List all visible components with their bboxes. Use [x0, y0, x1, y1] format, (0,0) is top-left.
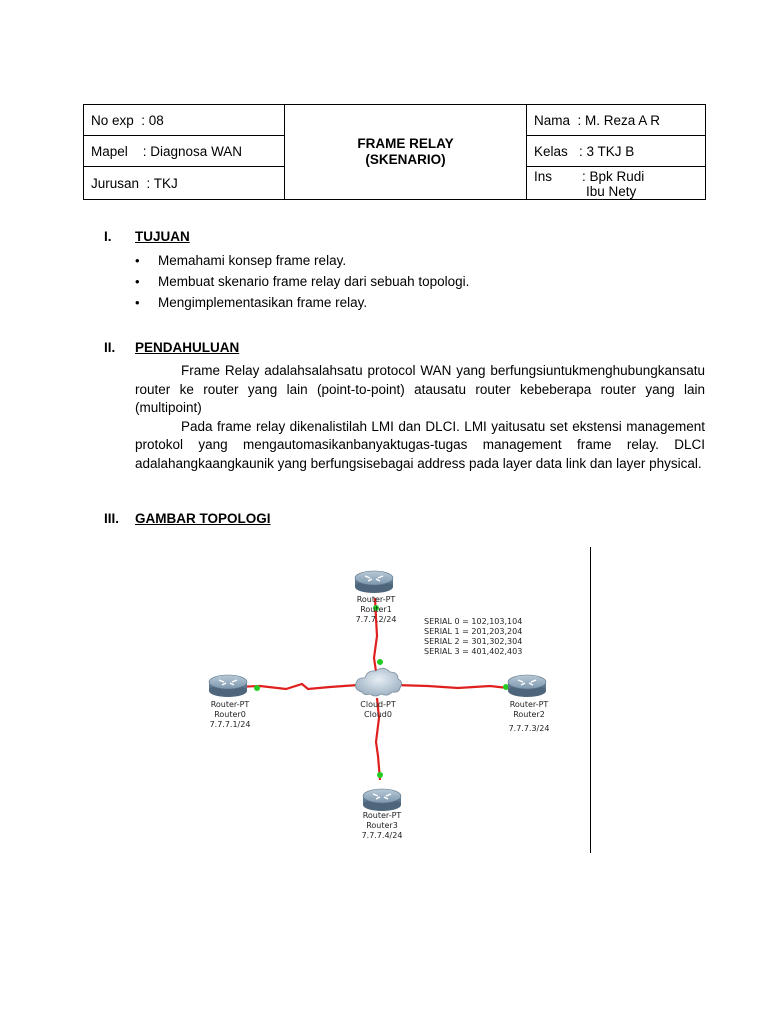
serial-note: SERIAL 0 = 102,103,104	[424, 617, 523, 626]
section-1-number: I.	[104, 229, 112, 244]
title-line-2: (SKENARIO)	[365, 152, 446, 167]
ins-line-1: Ins : Bpk Rudi	[534, 169, 645, 184]
router3-name-label: Router3	[366, 821, 398, 830]
router0-ip-label: 7.7.7.1/24	[209, 720, 251, 729]
router0-type-label: Router-PT	[210, 700, 250, 709]
router0-name-label: Router0	[214, 710, 246, 719]
port-indicator	[254, 685, 260, 691]
ins-line-2: Ibu Nety	[586, 184, 637, 199]
port-indicator	[377, 772, 383, 778]
router1-name-label: Router1	[360, 605, 392, 614]
list-item: • Membuat skenario frame relay dari sebuah topologi.	[135, 273, 469, 294]
kelas-cell: Kelas : 3 TKJ B	[527, 136, 706, 167]
title-line-1: FRAME RELAY	[357, 136, 454, 151]
cloud-name-label: Cloud0	[364, 710, 392, 719]
router1-ip-label: 7.7.7.2/24	[355, 615, 397, 624]
router-icon	[355, 571, 393, 593]
router-icon	[363, 789, 401, 811]
nama-cell: Nama : M. Reza A R	[527, 105, 706, 136]
ins-cell	[527, 167, 706, 200]
link-router0-cloud	[235, 684, 358, 689]
section-2-number: II.	[104, 340, 116, 355]
list-item: • Memahami konsep frame relay.	[135, 252, 469, 273]
section-2-title: PENDAHULUAN	[135, 340, 240, 355]
section-3-number: III.	[104, 511, 120, 526]
serial-note: SERIAL 1 = 201,203,204	[424, 627, 523, 636]
router2-type-label: Router-PT	[509, 700, 549, 709]
section-3-title: GAMBAR TOPOLOGI	[135, 511, 271, 526]
list-item: • Mengimplementasikan frame relay.	[135, 294, 469, 315]
router-icon	[508, 675, 546, 697]
paragraph-1: Frame Relay adalahsalahsatu protocol WAN yang berfungsiuntukmenghubungkansatu router ke router yang lain (point-to-point) atausatu router kebeberapa router yang lain (multipoint)	[135, 363, 705, 415]
tujuan-list	[135, 252, 469, 315]
jurusan-cell: Jurusan : TKJ	[84, 167, 285, 200]
header-table	[83, 104, 706, 200]
topology-diagram	[190, 560, 570, 850]
router3-type-label: Router-PT	[362, 811, 402, 820]
section-1-title: TUJUAN	[135, 229, 190, 244]
serial-note: SERIAL 2 = 301,302,304	[424, 637, 523, 646]
cloud-type-label: Cloud-PT	[360, 700, 396, 709]
figure-border-line	[590, 547, 591, 853]
router2-name-label: Router2	[513, 710, 545, 719]
router2-ip-label: 7.7.7.3/24	[508, 724, 550, 733]
mapel-cell: Mapel : Diagnosa WAN	[84, 136, 285, 167]
link-router2-cloud	[395, 685, 508, 688]
port-indicator	[377, 659, 383, 665]
router-icon	[209, 675, 247, 697]
serial-note: SERIAL 3 = 401,402,403	[424, 647, 523, 656]
router1-type-label: Router-PT	[356, 595, 396, 604]
document-title	[285, 105, 527, 200]
pendahuluan-body	[135, 362, 705, 473]
paragraph-2: Pada frame relay dikenalistilah LMI dan DLCI. LMI yaitusatu set ekstensi management protokol yang mengautomasikanbanyaktugas-tugas management frame relay. DLCI adalahangkaangkaunik yang berfungsisebagai address pada layer data link dan layer physical.	[135, 418, 705, 471]
router3-ip-label: 7.7.7.4/24	[361, 831, 403, 840]
cloud-icon	[356, 668, 402, 696]
no-exp-cell: No exp : 08	[84, 105, 285, 136]
